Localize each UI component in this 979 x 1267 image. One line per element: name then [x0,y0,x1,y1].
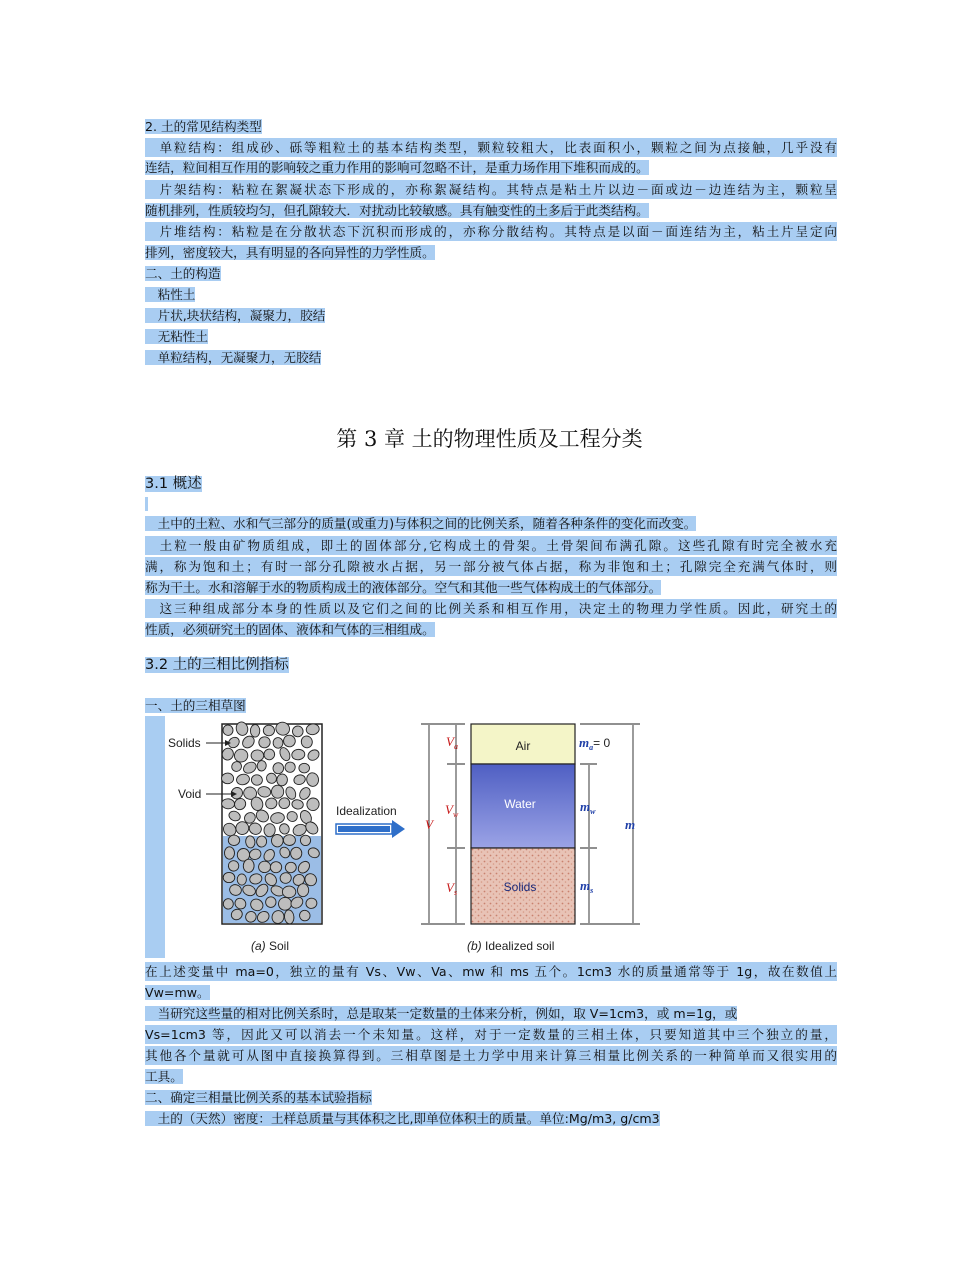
soil-grain [243,859,254,873]
soil-grain [272,785,284,798]
soil-grain [282,886,296,898]
label-void: Void [178,787,202,801]
label-va: $V_a$ [446,734,458,751]
soil-grain [251,749,264,761]
soil-grain [299,763,310,773]
label-vs: $V_s$ [446,880,458,897]
soil-grain [283,835,295,846]
list-item: 单粒结构，无凝聚力，无胶结 [145,350,322,365]
soil-grain [263,725,275,736]
soil-grain [237,874,246,885]
paragraph-line: 称为干土。水和溶解于水的物质构成土的液体部分。空气和其他一些气体构成土的气体部分。 [145,580,662,595]
label-idealization: Idealization [336,804,397,818]
soil-grain [256,836,267,848]
paragraph-line: 土的（天然）密度：土样总质量与其体积之比,即单位体积土的质量。单位:Mg/m3, g/cm3 [145,1111,660,1126]
heading-structure-types: 2. 土的常见结构类型 [145,119,262,134]
soil-grain [224,847,234,860]
soil-grain [297,883,309,897]
label-mw: $m_w$ [580,799,596,816]
paragraph-line: 其他各个量就可从图中直接换算得到。三相草图是土力学中用来计算三相量比例关系的一种简单而又很实用的 [145,1048,837,1063]
soil-grain [223,872,235,882]
label-ms: $m_s$ [580,878,594,895]
label-solids: Solids [168,736,201,750]
list-item: 无粘性土 [145,329,208,344]
soil-grain [250,725,259,738]
three-phase-diagram-svg [165,716,647,958]
box-label-water: Water [504,797,536,811]
subheading-phase-diagram: 一、土的三相草图 [145,698,246,713]
three-phase-diagram [165,716,647,958]
soil-sample [220,720,322,925]
subheading-soil-fabric: 二、土的构造 [145,266,221,281]
paragraph-line: 土粒一般由矿物质组成，即土的固体部分,它构成土的骨架。土骨架间布满孔隙。这些孔隙有时完全被水充 [145,538,837,553]
paragraph-line: Vw=mw。 [145,985,210,1000]
text-caret [145,497,148,511]
list-item: 粘性土 [145,287,196,302]
paragraph-line: 这三种组成部分本身的性质以及它们之间的比例关系和相互作用，决定土的物理力学性质。因此，研究土的 [145,601,837,616]
caption-b: (b) Idealized soil [467,939,555,953]
box-label-solids: Solids [503,880,537,894]
paragraph-line: 排列，密度较大，具有明显的各向异性的力学性质。 [145,245,435,260]
paragraph-line: 连结，粒间相互作用的影响较之重力作用的影响可忽略不计，是重力场作用下堆积而成的。 [145,160,649,175]
section-heading-3-1: 3.1 概述 [145,476,202,492]
soil-grain [223,898,234,909]
paragraph-line: 满，称为饱和土；有时一部分孔隙被水占据，另一部分被气体占据，称为非饱和土；孔隙完全充满气体时，则 [145,559,837,574]
soil-grain [228,835,240,846]
paragraph-line: 在上述变量中 ma=0，独立的量有 Vs、Vw、Va、mw 和 ms 五个。1cm3 水的质量通常等于 1g，故在数值上 [145,964,837,979]
section-heading-3-2: 3.2 土的三相比例指标 [145,657,289,673]
paragraph-line: 性质，必须研究土的固体、液体和气体的三相组成。 [145,622,435,637]
label-ma: $m_a= 0$ [579,735,611,752]
subheading-test-indices: 二、确定三相量比例关系的基本试验指标 [145,1090,372,1105]
caption-a: (a) Soil [251,939,290,953]
label-vw: $V_w$ [445,802,459,819]
paragraph-line: 随机排列，性质较均匀，但孔隙较大．对扰动比较敏感。具有触变性的土多后于此类结构。 [145,203,649,218]
chapter-title: 第 3 章 土的物理性质及工程分类 [336,427,643,451]
soil-grain [266,897,277,908]
idealization-arrow [336,820,405,838]
soil-grain [221,773,233,784]
soil-grain [221,798,234,809]
box-label-air: Air [515,739,531,753]
paragraph-line: 片架结构：粘粒在絮凝状态下形成的，亦称絮凝结构。其特点是粘土片以边－面或边－边连结为主，颗粒呈 [145,182,837,197]
label-v-total: V [425,817,433,832]
paragraph-line: 片堆结构：粘粒是在分散状态下沉积而形成的，亦称分散结构。其特点是以面－面连结为主，粘土片呈定向 [145,224,837,239]
label-m-total: m [625,817,636,832]
list-item: 片状,块状结构，凝聚力，胶结 [145,308,326,323]
paragraph-line: 当研究这些量的相对比例关系时，总是取某一定数量的土体来分析，例如，取 V=1cm3，或 m=1g，或 [145,1006,738,1021]
paragraph-line: Vs=1cm3 等，因此又可以消去一个未知量。这样，对于一定数量的三相土体，只要知道其中三个独立的量， [145,1027,837,1042]
soil-grain [271,834,283,847]
paragraph-line: 工具。 [145,1069,183,1084]
paragraph-line: 单粒结构：组成砂、砾等粗粒土的基本结构类型，颗粒较粗大，比表面积小，颗粒之间为点接触，几乎没有 [145,140,837,155]
paragraph-line: 土中的土粒、水和气三部分的质量(或重力)与体积之间的比例关系，随着各种条件的变化而改变。 [145,516,697,531]
